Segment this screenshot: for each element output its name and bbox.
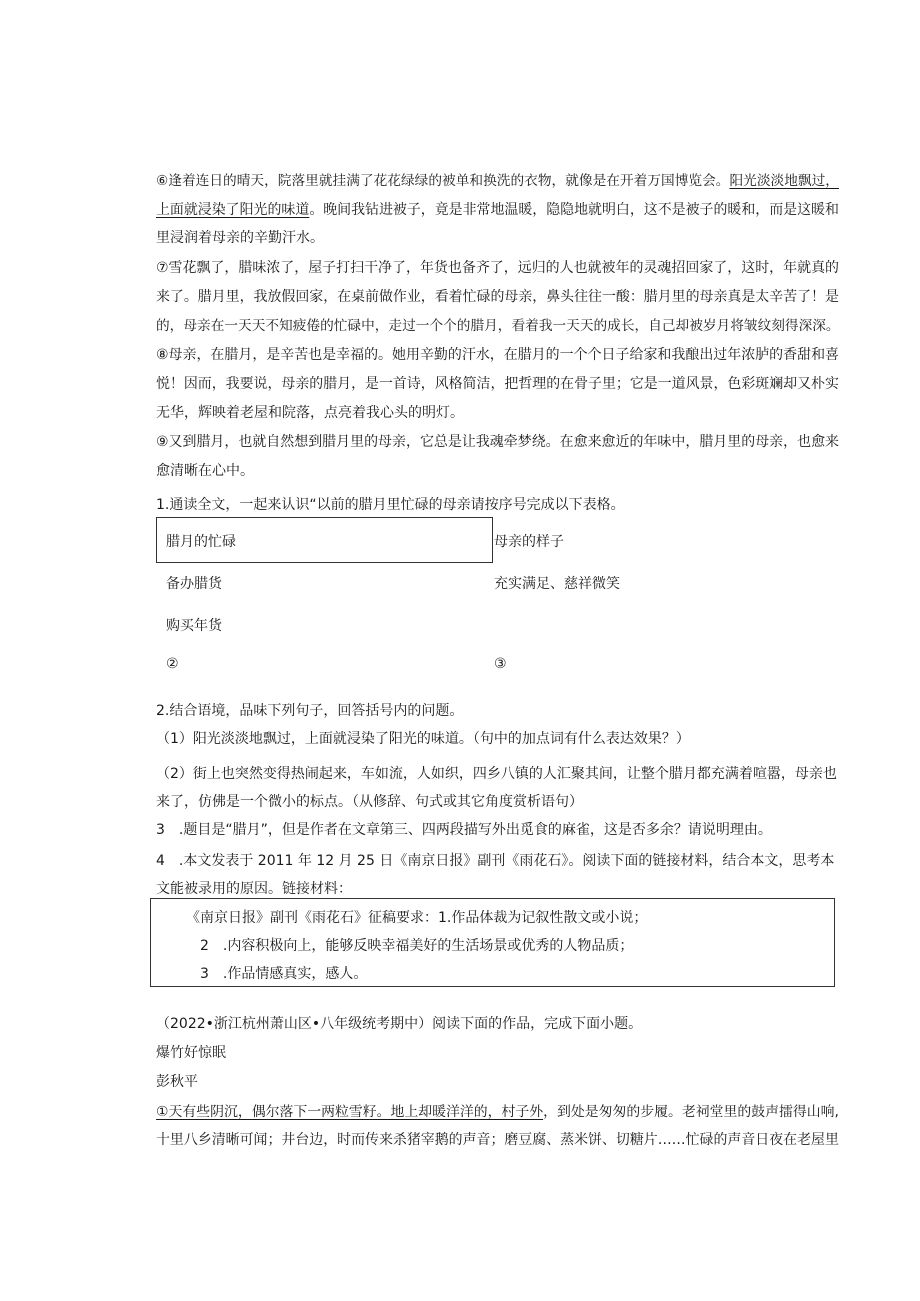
para7-line2: 来了。腊月里，我放假回家，在桌前做作业，看着忙碌的母亲，鼻头往往一酸：腊月里的母亲真是太辛苦了！是 <box>156 289 839 305</box>
next-section-p1-line2: 十里八乡清晰可闻；井台边，时而传来杀猪宰鹅的声音；磨豆腐、蒸米饼、切糖片……忙碌的声音日夜在老屋里 <box>156 1132 839 1148</box>
next-section-author: 彭秋平 <box>156 1074 198 1090</box>
para9-line1: ⑨又到腊月，也就自然想到腊月里的母亲，它总是让我魂牵梦绕。在愈来愈近的年味中，腊月里的母亲，也愈来 <box>156 434 840 450</box>
table-row-3-right: ③ <box>494 656 507 672</box>
next-section-title: 爆竹好惊眠 <box>156 1045 226 1061</box>
table-row-1-left: 备办腊货 <box>166 576 222 592</box>
table-row-2-left: 购买年货 <box>166 618 222 634</box>
next-section-p1-line1: ①天有些阴沉，偶尔落下一两粒雪籽。地上却暖洋洋的，村子外，到处是匆匆的步履。老祠堂里的鼓声擂得山响, <box>156 1104 839 1120</box>
para8-line2: 悦！因而，我要说，母亲的腊月，是一首诗，风格简洁，把哲理的在骨子里；它是一道风景，色彩斑斓却又朴实 <box>156 376 839 392</box>
question-2-sub2-line2: 来了，仿佛是一个微小的标点。（从修辞、句式或其它角度赏析语句） <box>156 794 583 810</box>
question-2-sub1: （1）阳光淡淡地飘过，上面就浸染了阳光的味道。（句中的加点词有什么表达效果？） <box>156 731 690 747</box>
question-4-line2: 文能被录用的原因。链接材料： <box>156 881 352 897</box>
table-header-left: 腊月的忙碌 <box>166 534 236 550</box>
para7-line1: ⑦雪花飘了，腊味浓了，屋子打扫干净了，年货也备齐了，远归的人也就被年的灵魂招回家了，这时，年就真的 <box>156 260 840 276</box>
question-2-prompt: 2.结合语境，品味下列句子，回答括号内的问题。 <box>156 703 464 719</box>
para7-line3: 的，母亲在一天天不知疲倦的忙碌中，走过一个个的腊月，看着我一天天的成长，自己却被岁月将皱纹刻得深深。 <box>156 318 840 334</box>
para6-line1: ⑥逢着连日的晴天，院落里就挂满了花花绿绿的被单和换洗的衣物，就像是在开着万国博览会。阳光淡淡地飘过， <box>156 173 839 189</box>
question-2-sub2-line1: （2）街上也突然变得热闹起来，车如流，人如织，四乡八镇的人汇聚其间，让整个腊月都充满着喧嚣，母亲也 <box>156 766 837 782</box>
para6-line3: 里浸润着母亲的辛勤汗水。 <box>156 230 324 246</box>
link-material-line3: 3 .作品情感真实，感人。 <box>200 966 368 982</box>
para9-line2: 愈清晰在心中。 <box>156 463 254 479</box>
next-section-source: （2022•浙江杭州萧山区•八年级统考期中）阅读下面的作品，完成下面小题。 <box>156 1016 643 1032</box>
question-1-prompt: 1.通读全文，一起来认识“以前的腊月里忙碌的母亲请按序号完成以下表格。 <box>156 497 625 513</box>
table-row-3-left: ② <box>166 656 179 672</box>
link-material-line2: 2 .内容积极向上，能够反映幸福美好的生活场景或优秀的人物品质； <box>200 938 634 954</box>
question-3: 3 .题目是“腊月”，但是作者在文章第三、四两段描写外出觅食的麻雀，这是否多余？请说明理由。 <box>156 822 772 838</box>
para8-line1: ⑧母亲，在腊月，是辛苦也是幸福的。她用辛勤的汗水，在腊月的一个个日子给家和我酿出过年浓胪的香甜和喜 <box>156 347 840 363</box>
link-material-line1: 《南京日报》副刊《雨花石》征稿要求：1.作品体裁为记叙性散文或小说； <box>186 910 648 926</box>
para6-line2: 上面就浸染了阳光的味道。晚间我钻进被子，竟是非常地温暖，隐隐地就明白，这不是被子的暖和，而是这暖和 <box>156 202 839 218</box>
table-header-right: 母亲的样子 <box>494 534 564 550</box>
table-row-1-right: 充实满足、慈祥微笑 <box>494 576 620 592</box>
question-4-line1: 4 .本文发表于 2011 年 12 月 25 日《南京日报》副刊《雨花石》。阅读下面的链接材料，结合本文，思考本 <box>156 853 835 869</box>
para8-line3: 无华，辉映着老屋和院落，点亮着我心头的明灯。 <box>156 405 464 421</box>
